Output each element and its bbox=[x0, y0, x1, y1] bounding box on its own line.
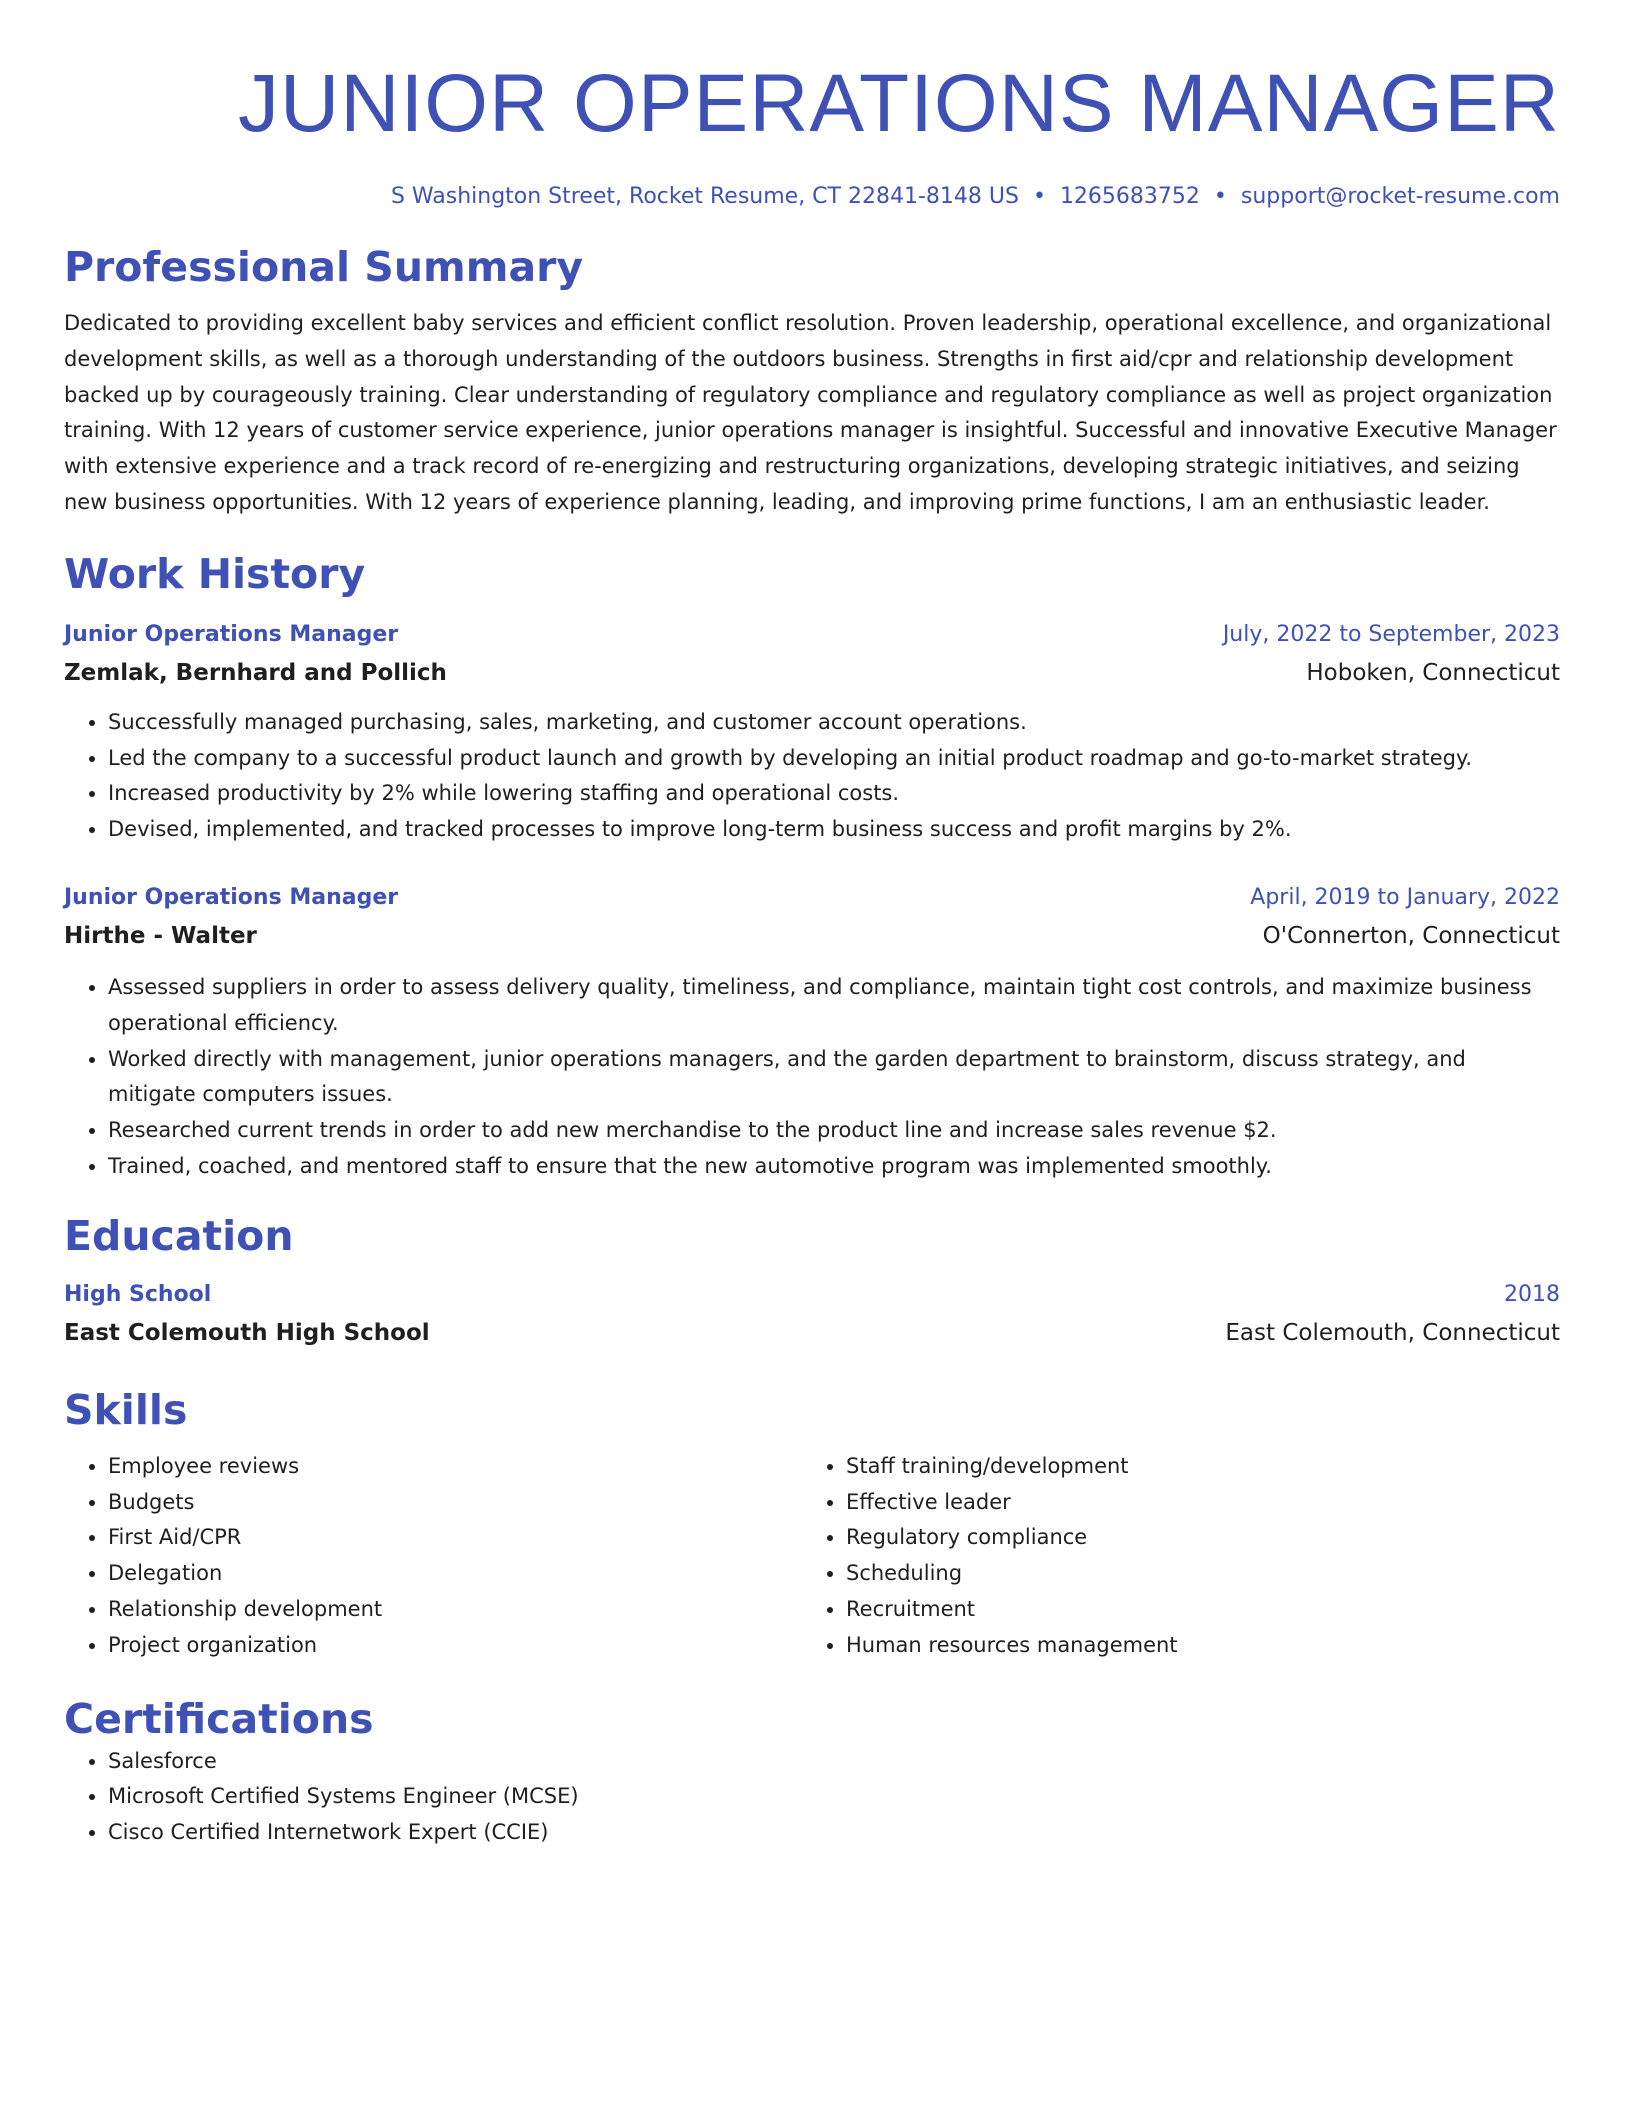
skill-item: • Regulatory compliance bbox=[846, 1520, 1540, 1556]
education-school-row bbox=[64, 1313, 1560, 1353]
certifications-section bbox=[64, 1694, 1560, 1851]
contact-email[interactable]: support@rocket-resume.com bbox=[1240, 184, 1560, 209]
certification-item: • Salesforce bbox=[108, 1744, 1560, 1780]
section-title-certifications: Certifications bbox=[64, 1694, 374, 1743]
certification-item: • Microsoft Certified Systems Engineer (MCSE) bbox=[108, 1779, 1560, 1815]
job-bullet: • Increased productivity by 2% while lowering staffing and operational costs. bbox=[108, 776, 1560, 812]
job-bullet: • Assessed suppliers in order to assess delivery quality, timeliness, and compliance, maintain tight cost controls, and maximize business operational efficiency. bbox=[108, 970, 1560, 1042]
education-degree: High School bbox=[64, 1281, 212, 1307]
education-header-row bbox=[64, 1277, 1560, 1313]
skills-column-left bbox=[64, 1449, 802, 1664]
job-bullet: • Researched current trends in order to add new merchandise to the product line and increase sales revenue $2. bbox=[108, 1113, 1560, 1149]
candidate-name: JUNIOR OPERATIONS MANAGER bbox=[238, 58, 1560, 149]
job-company-row bbox=[64, 653, 1560, 693]
skill-item: • Recruitment bbox=[846, 1592, 1540, 1628]
section-title-work-history: Work History bbox=[64, 549, 366, 598]
resume-page bbox=[64, 0, 1560, 1851]
skill-item: • Budgets bbox=[108, 1485, 802, 1521]
contact-phone: 1265683752 bbox=[1059, 184, 1200, 209]
contact-separator: • bbox=[1213, 184, 1227, 209]
job-location: O'Connerton, Connecticut bbox=[1262, 922, 1560, 949]
education-location: East Colemouth, Connecticut bbox=[1225, 1319, 1560, 1346]
education-school: East Colemouth High School bbox=[64, 1319, 430, 1346]
education-entry bbox=[64, 1277, 1560, 1353]
job-company-row bbox=[64, 916, 1560, 956]
job-company: Hirthe - Walter bbox=[64, 922, 257, 949]
education-section bbox=[64, 1211, 1560, 1353]
job-location: Hoboken, Connecticut bbox=[1306, 659, 1560, 686]
contact-separator: • bbox=[1032, 184, 1046, 209]
certification-item: • Cisco Certified Internetwork Expert (CCIE) bbox=[108, 1815, 1560, 1851]
job-entry bbox=[64, 617, 1560, 848]
job-role: Junior Operations Manager bbox=[64, 621, 399, 647]
job-bullets bbox=[64, 970, 1560, 1185]
work-history-section bbox=[64, 549, 1560, 1185]
job-role: Junior Operations Manager bbox=[64, 884, 399, 910]
certifications-list bbox=[64, 1744, 1560, 1851]
resume-header bbox=[64, 58, 1560, 212]
skill-item: • Delegation bbox=[108, 1556, 802, 1592]
skill-item: • Human resources management bbox=[846, 1628, 1540, 1664]
job-bullet: • Led the company to a successful product launch and growth by developing an initial product roadmap and go-to-market strategy. bbox=[108, 741, 1560, 777]
skills-list bbox=[802, 1449, 1540, 1664]
job-company: Zemlak, Bernhard and Pollich bbox=[64, 659, 447, 686]
skill-item: • Relationship development bbox=[108, 1592, 802, 1628]
education-year: 2018 bbox=[1504, 1281, 1560, 1307]
skill-item: • Scheduling bbox=[846, 1556, 1540, 1592]
skill-item: • Project organization bbox=[108, 1628, 802, 1664]
summary-text: Dedicated to providing excellent baby services and efficient conflict resolution. Proven leadership, operational excellence, and organizational development skills, as well as a thorough understanding of the outdoors business. Strengths in first aid/cpr and relationship development backed up by courageously training. Clear understanding of regulatory compliance and regulatory compliance as well as project organization training. With 12 years of customer service experience, junior operations manager is insightful. Successful and innovative Executive Manager with extensive experience and a track record of re-energizing and restructuring organizations, developing strategic initiatives, and seizing new business opportunities. With 12 years of experience planning, leading, and improving prime functions, I am an enthusiastic leader. bbox=[64, 311, 1557, 514]
job-bullet: • Successfully managed purchasing, sales, marketing, and customer account operations. bbox=[108, 705, 1560, 741]
job-dates: April, 2019 to January, 2022 bbox=[1250, 884, 1560, 910]
job-bullet: • Devised, implemented, and tracked processes to improve long-term business success and profit margins by 2%. bbox=[108, 812, 1560, 848]
job-dates: July, 2022 to September, 2023 bbox=[1222, 621, 1560, 647]
skill-item: • Employee reviews bbox=[108, 1449, 802, 1485]
section-title-education: Education bbox=[64, 1211, 294, 1260]
job-bullet: • Worked directly with management, junior operations managers, and the garden department to brainstorm, discuss strategy, and mitigate computers issues. bbox=[108, 1042, 1560, 1114]
skill-item: • Staff training/development bbox=[846, 1449, 1540, 1485]
skills-section bbox=[64, 1385, 1560, 1664]
job-header-row bbox=[64, 880, 1560, 916]
skill-item: • Effective leader bbox=[846, 1485, 1540, 1521]
skills-grid bbox=[64, 1449, 1560, 1664]
skill-item: • First Aid/CPR bbox=[108, 1520, 802, 1556]
section-title-summary: Professional Summary bbox=[64, 243, 584, 291]
contact-address: S Washington Street, Rocket Resume, CT 22841-8148 US bbox=[390, 184, 1019, 209]
skills-list bbox=[64, 1449, 802, 1664]
contact-line bbox=[64, 182, 1560, 212]
job-bullet: • Trained, coached, and mentored staff to ensure that the new automotive program was implemented smoothly. bbox=[108, 1149, 1560, 1185]
job-entry bbox=[64, 880, 1560, 1185]
job-header-row bbox=[64, 617, 1560, 653]
skills-column-right bbox=[802, 1449, 1540, 1664]
summary-section bbox=[64, 242, 1560, 521]
job-bullets bbox=[64, 705, 1560, 848]
section-title-skills: Skills bbox=[64, 1385, 188, 1434]
